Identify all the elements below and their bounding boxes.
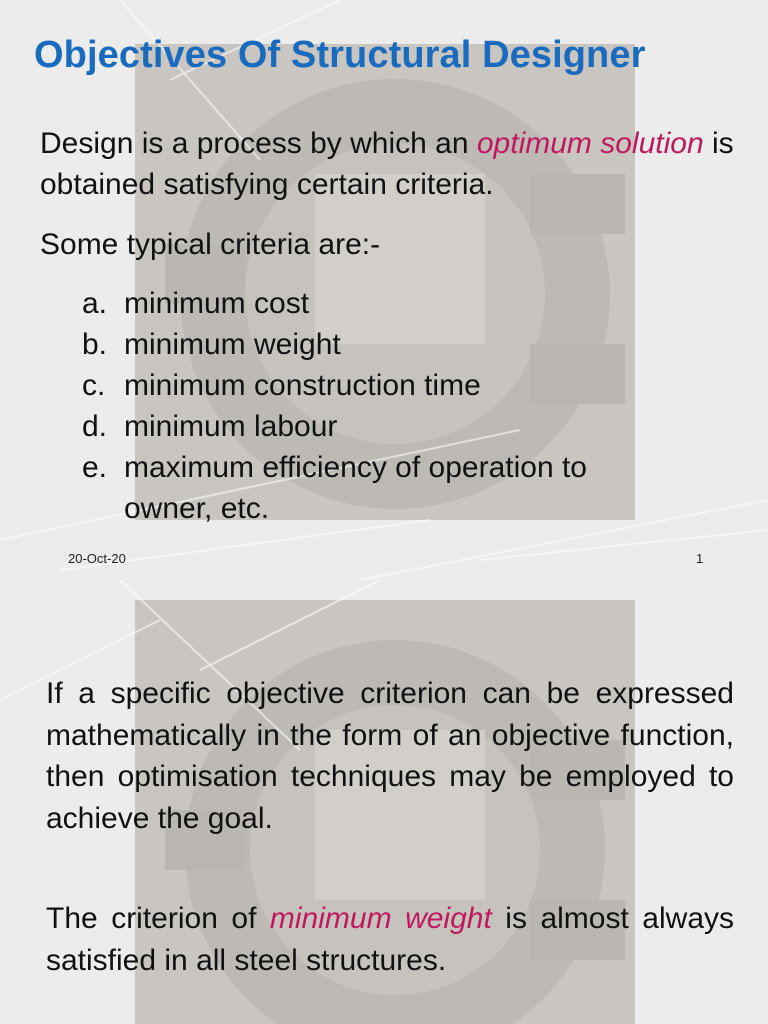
criteria-lead: Some typical criteria are:- — [40, 228, 381, 261]
footer-date: 20-Oct-20 — [68, 551, 126, 566]
intro-paragraph — [40, 123, 740, 205]
optimum-solution-emphasis: optimum solution — [476, 127, 704, 160]
paragraph-text-end: is almost always satisfied in all steel structures. — [46, 902, 735, 977]
list-item — [82, 324, 664, 365]
list-item-text: maximum efficiency of operation to owner, etc. — [124, 451, 587, 525]
list-item-text: minimum labour — [124, 410, 338, 443]
list-item — [82, 365, 664, 406]
list-marker: d. — [82, 410, 108, 443]
minimum-weight-paragraph — [46, 898, 734, 981]
intro-text: Design is a process by which an — [40, 127, 477, 160]
list-marker: a. — [82, 287, 108, 320]
list-item — [82, 283, 664, 324]
list-item-text: minimum construction time — [124, 369, 481, 402]
list-item-text: minimum weight — [124, 328, 341, 361]
intro-text-end: is obtained satisfying certain criteria. — [40, 127, 734, 201]
paragraph-text: The criterion of — [46, 902, 270, 935]
minimum-weight-emphasis: minimum weight — [269, 902, 492, 935]
list-item — [82, 406, 664, 447]
objective-function-paragraph: If a specific objective criterion can be expressed mathematically in the form of an objective function, then optimisation techniques may be employed to achieve the goal. — [46, 677, 734, 835]
slide-2 — [0, 580, 768, 1024]
list-marker: c. — [82, 369, 106, 402]
criteria-list — [82, 283, 664, 529]
list-item-text: minimum cost — [124, 287, 310, 320]
page-number: 1 — [696, 551, 704, 566]
list-marker: b. — [82, 328, 108, 361]
slide-title: Objectives Of Structural Designer — [34, 34, 646, 76]
list-marker: e. — [82, 451, 108, 484]
list-item — [82, 447, 664, 529]
